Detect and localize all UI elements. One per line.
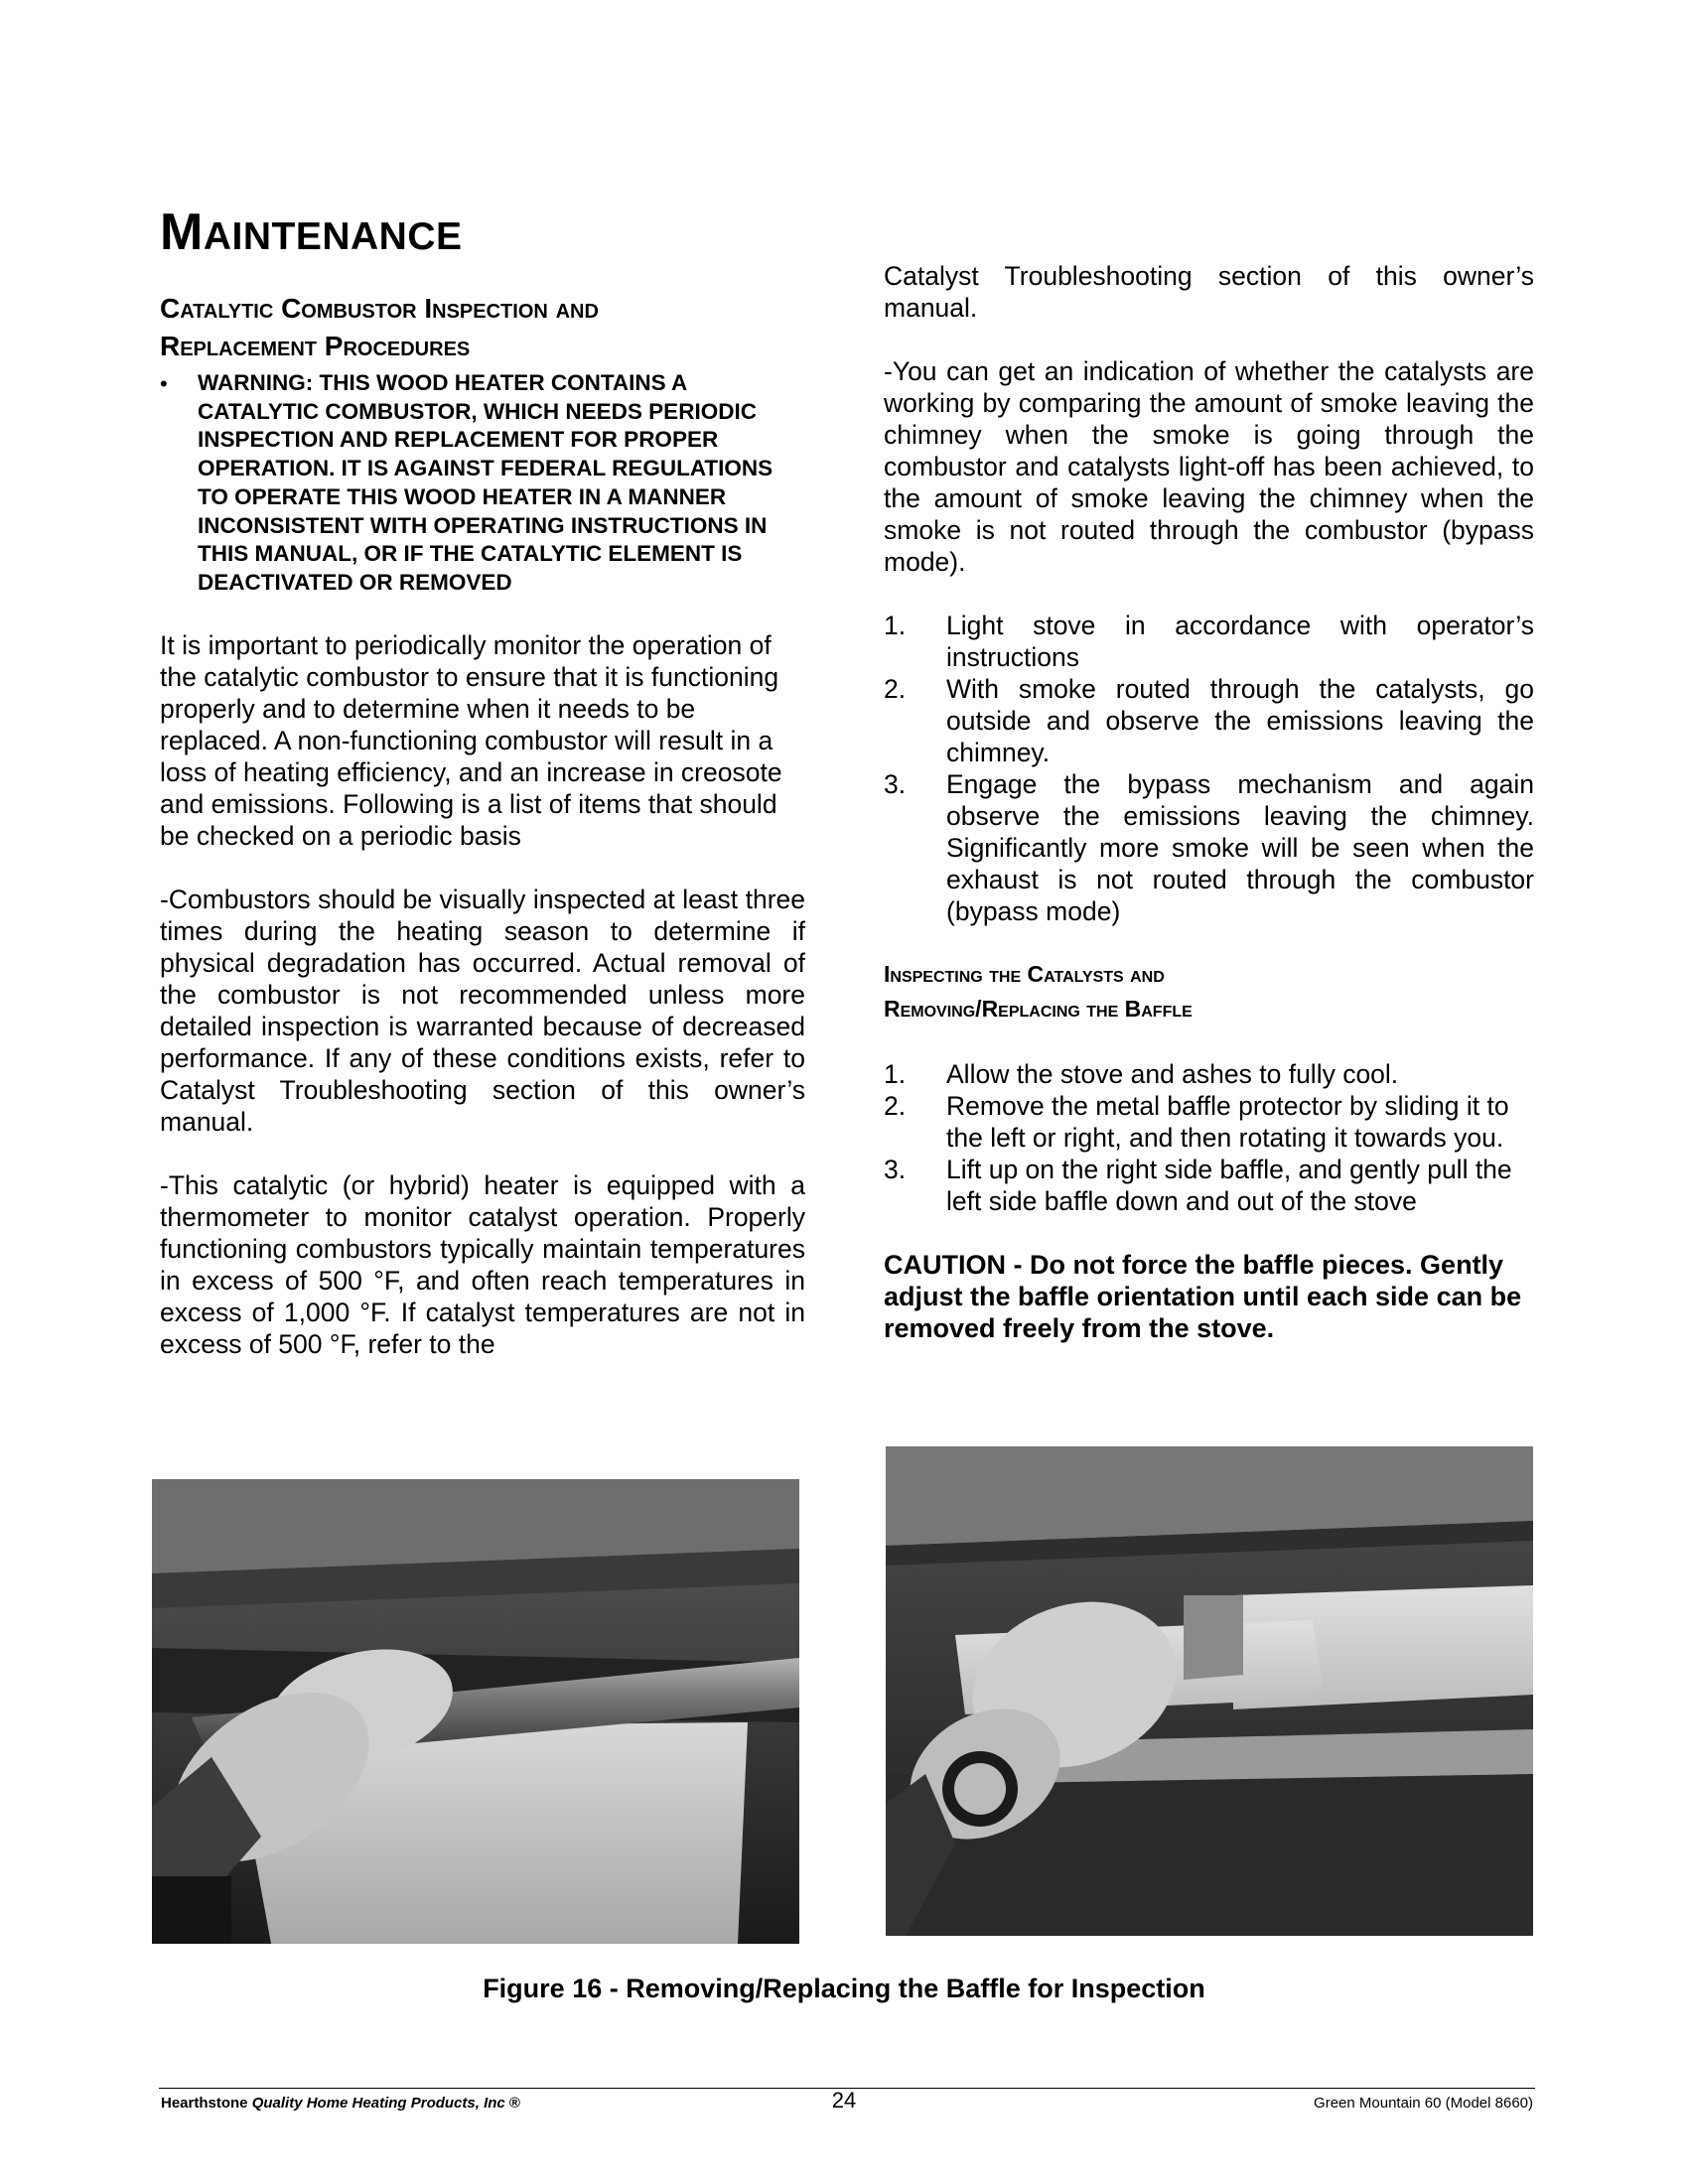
right-column [884,260,1534,1344]
visual-inspection-paragraph: -Combustors should be visually inspected at least three times during the heating season to determine if physical degradation has occurred. Actual removal of the combustor is not recommended unless more detailed inspection is warranted because of decreased performance. If any of these conditions exists, refer to Catalyst Troubleshooting section of this owner’s manual. [160,884,805,1137]
left-column [160,290,805,1360]
page-title: MAINTENANCE [160,204,463,261]
page-number: 24 [831,2088,857,2113]
caution-note: CAUTION - Do not force the baffle pieces. Gently adjust the baffle orientation until each side can be removed freely from the stove. [884,1250,1522,1343]
smoke-indication-paragraph: -You can get an indication of whether the catalysts are working by comparing the amount of smoke leaving the chimney when the smoke is going through the combustor and catalysts light-off has been achieved, to the amount of smoke leaving the chimney when the smoke is not routed through the combustor (bypass mode). [884,356,1534,577]
list-item: 1. Light stove in accordance with operator’s instructions [884,611,1534,672]
list-item: 2. Remove the metal baffle protector by sliding it to the left or right, and then rotating it towards you. [884,1091,1509,1153]
baffle-steps [884,1058,1534,1217]
baffle-protector-photo [152,1479,799,1944]
continued-paragraph: Catalyst Troubleshooting section of this owner’s manual. [884,261,1534,323]
figure-caption: Figure 16 - Removing/Replacing the Baffle for Inspection [483,1974,1205,2003]
baffle-removal-photo [886,1446,1533,1936]
list-item: 1. Allow the stove and ashes to fully cool. [884,1059,1399,1089]
list-item: 2. With smoke routed through the catalysts, go outside and observe the emissions leaving the chimney. [884,674,1534,767]
intro-paragraph: It is important to periodically monitor the operation of the catalytic combustor to ensure that it is functioning properly and to determine when it needs to be replaced. A non-functioning combustor will result in a loss of heating efficiency, and an increase in creosote and emissions. Following is a list of items that should be checked on a periodic basis [160,629,782,851]
list-item: 3. Lift up on the right side baffle, and gently pull the left side baffle down and out of the stove [884,1155,1512,1216]
footer-company: Hearthstone Quality Home Heating Products, Inc ® [161,2095,520,2112]
smoke-test-steps [884,610,1534,927]
footer-model: Green Mountain 60 (Model 8660) [1314,2095,1533,2112]
thermometer-paragraph: -This catalytic (or hybrid) heater is equipped with a thermometer to monitor catalyst operation. Properly functioning combustors typically maintain temperatures in excess of 500 °F, and often reach temperatures in excess of 1,000 °F. If catalyst temperatures are not in excess of 500 °F, refer to the [160,1169,805,1359]
bullet-icon: • [160,371,168,396]
section-heading: Catalytic Combustor Inspection and Replacement Procedures [160,293,599,361]
warning-text: WARNING: THIS WOOD HEATER CONTAINS A CATALYTIC COMBUSTOR, WHICH NEEDS PERIODIC INSPECTION AND REPLACEMENT FOR PROPER OPERATION. IT IS AGAINST FEDERAL REGULATIONS TO OPERATE THIS WOOD HEATER IN A MANNER INCONSISTENT WITH OPERATING INSTRUCTIONS IN THIS MANUAL, OR IF THE CATALYTIC ELEMENT IS DEACTIVATED OR REMOVED [198,370,774,595]
baffle-subheading: Inspecting the Catalysts and Removing/Replacing the Baffle [884,961,1193,1022]
warning-bullet [160,369,805,598]
list-item: 3. Engage the bypass mechanism and again observe the emissions leaving the chimney. Significantly more smoke will be seen when the exhaust is not routed through the combustor (bypass mode) [884,769,1534,926]
